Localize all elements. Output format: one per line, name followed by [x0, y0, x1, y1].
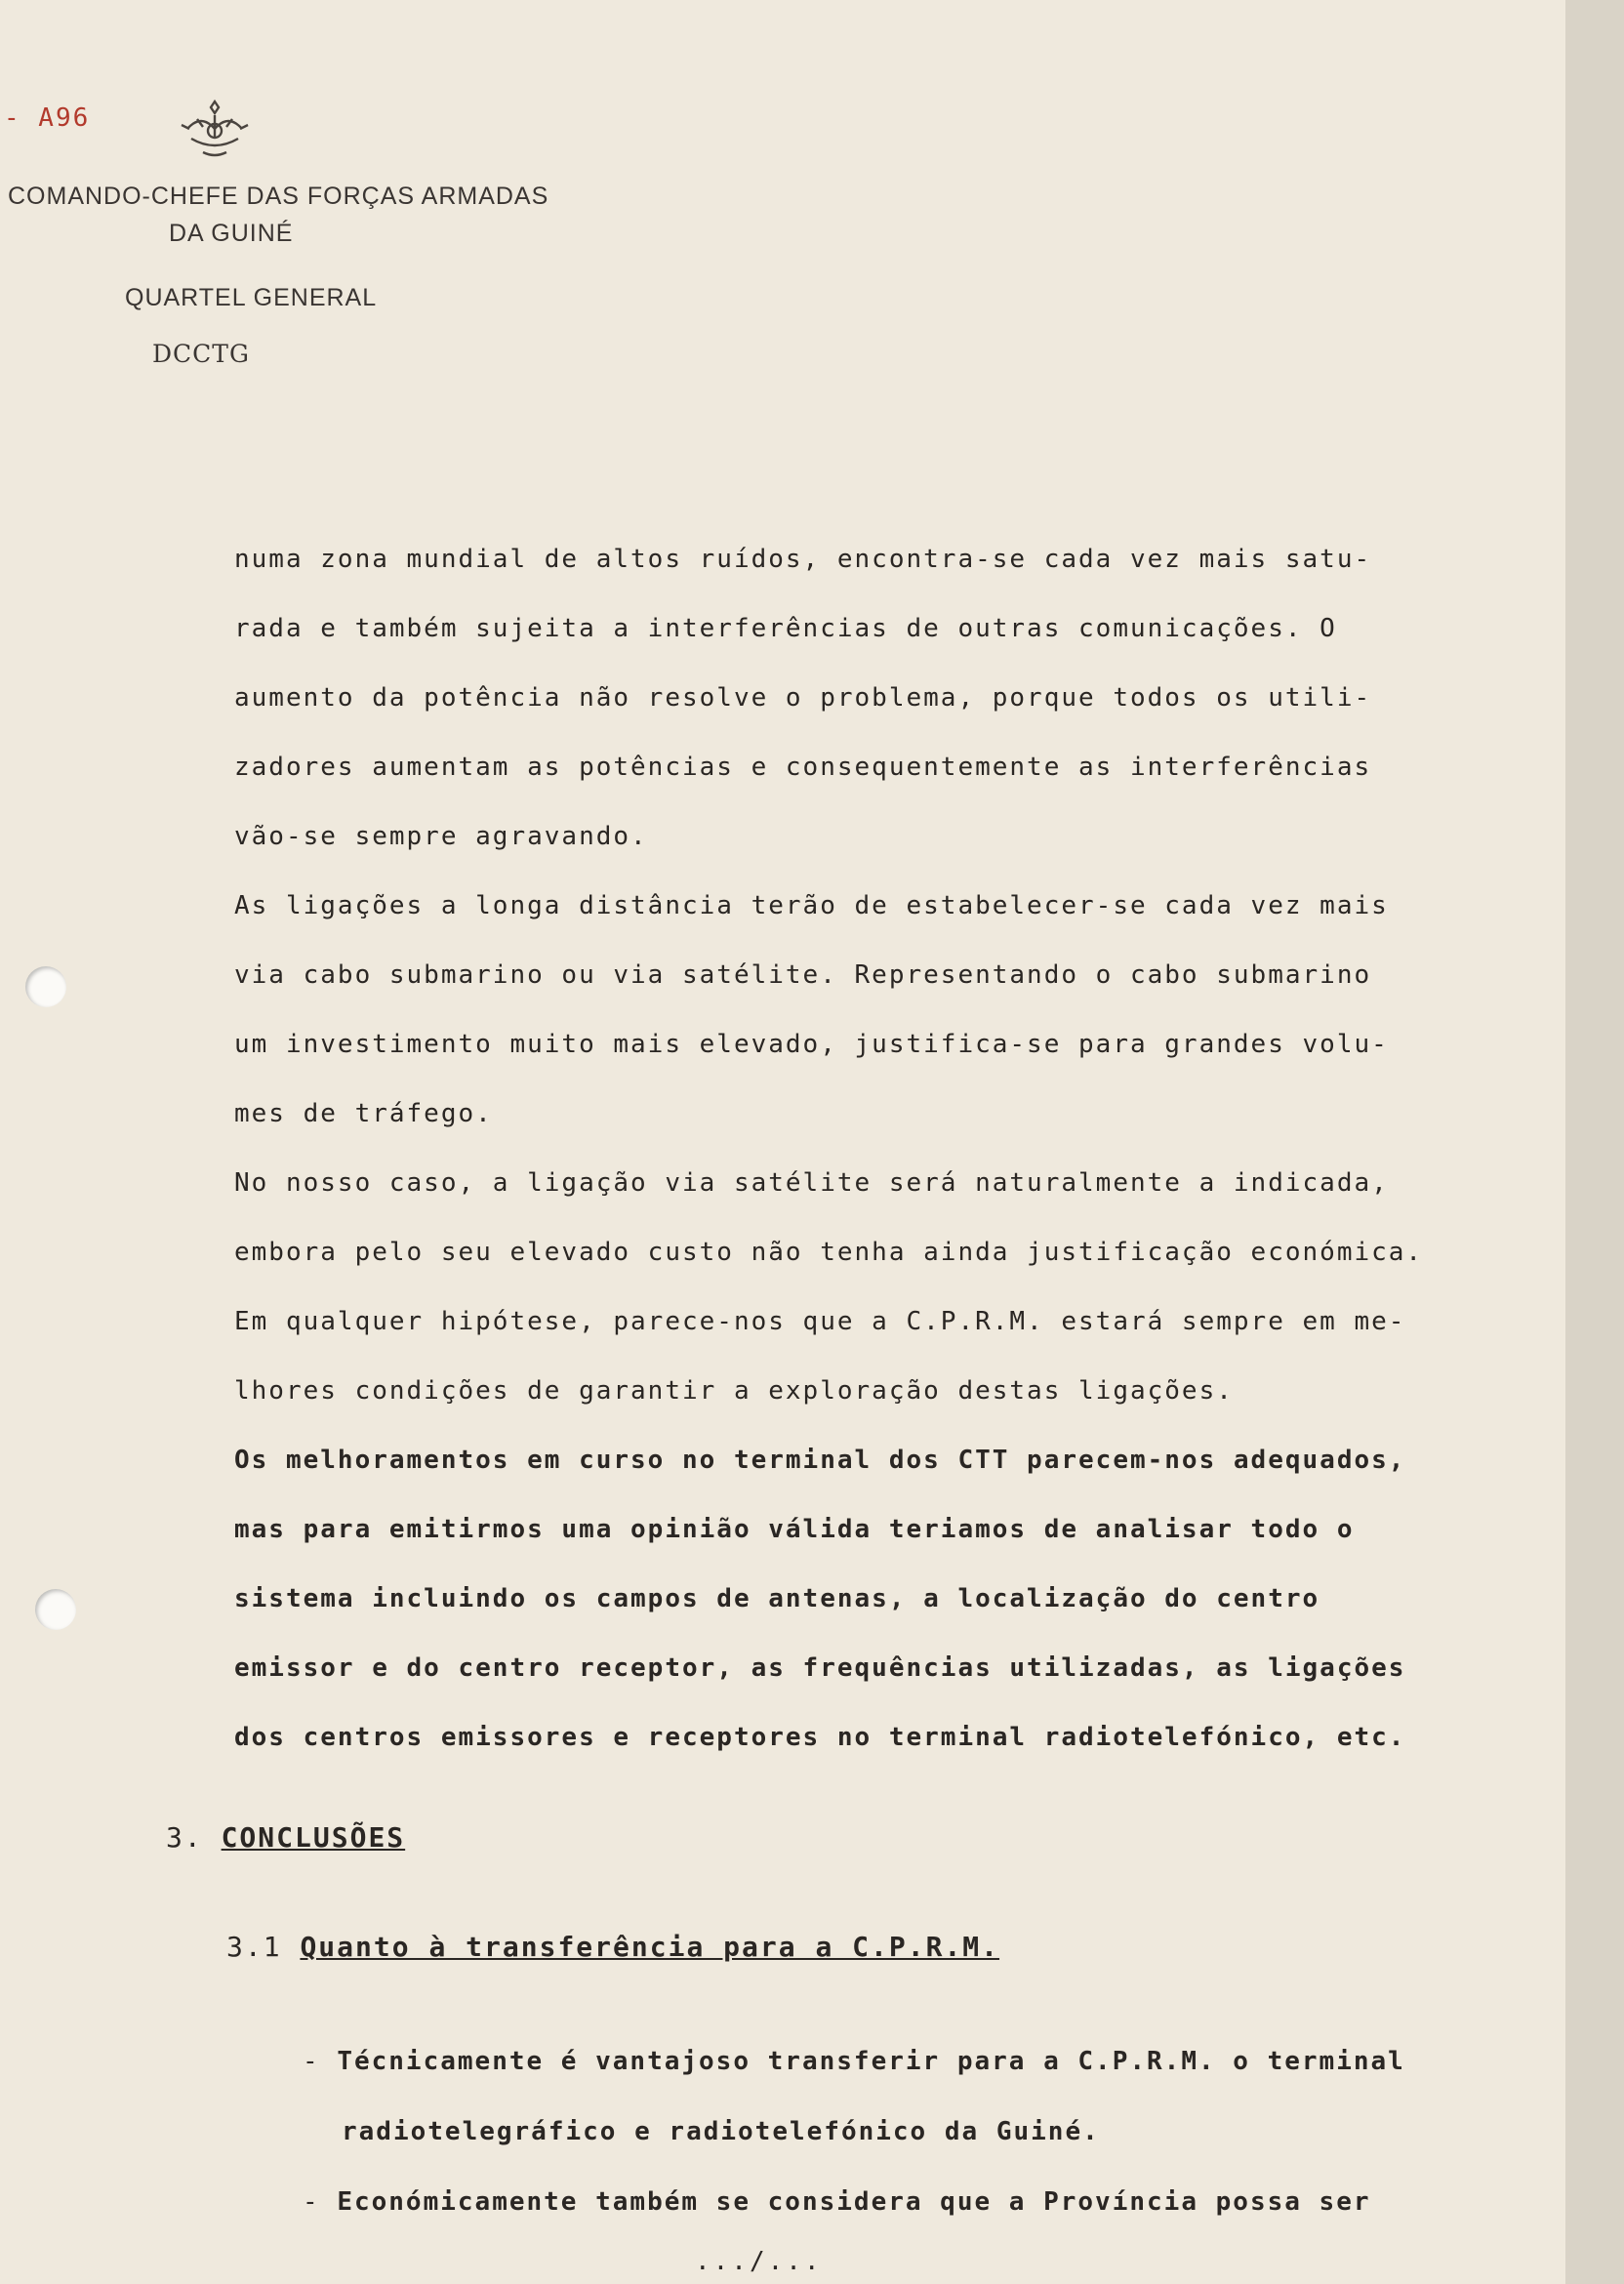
list-item-text: Económicamente também se considera que a Província possa ser [337, 2187, 1371, 2217]
letterhead-command: COMANDO-CHEFE DAS FORÇAS ARMADAS [8, 183, 549, 210]
body-line: mas para emitirmos uma opinião válida teriamos de analisar todo o [234, 1515, 1355, 1544]
page-number: - A96 [4, 103, 91, 133]
body-line: via cabo submarino ou via satélite. Representando o cabo submarino [234, 960, 1372, 990]
bullet-dash: - [303, 2187, 320, 2217]
body-line: As ligações a longa distância terão de estabelecer-se cada vez mais [234, 891, 1389, 920]
body-line: dos centros emissores e receptores no terminal radiotelefónico, etc. [234, 1723, 1406, 1752]
list-item [303, 2026, 1405, 2097]
page-continuation-mark: .../... [695, 2247, 823, 2276]
subsection-heading [226, 1931, 999, 1963]
list-item [303, 2167, 1405, 2237]
conclusion-list [303, 2026, 1405, 2237]
body-line: No nosso caso, a ligação via satélite será naturalmente a indicada, [234, 1168, 1389, 1198]
punch-hole-bottom [35, 1589, 76, 1630]
body-line: vão-se sempre agravando. [234, 822, 648, 851]
list-item-continuation: radiotelegráfico e radiotelefónico da Guiné. [342, 2117, 1100, 2146]
section-heading [166, 1821, 405, 1854]
body-line: rada e também sujeita a interferências de outras comunicações. O [234, 614, 1337, 643]
page-edge [1565, 0, 1624, 2284]
body-line: embora pelo seu elevado custo não tenha ainda justificação económica. [234, 1238, 1424, 1267]
subsection-title: Quanto à transferência para a C.P.R.M. [300, 1931, 1000, 1963]
body-line: zadores aumentam as potências e consequentemente as interferências [234, 753, 1372, 782]
body-line: numa zona mundial de altos ruídos, encontra-se cada vez mais satu- [234, 545, 1372, 574]
letterhead-headquarters: QUARTEL GENERAL [125, 284, 378, 311]
body-line: mes de tráfego. [234, 1099, 493, 1128]
body-line: lhores condições de garantir a exploração destas ligações. [234, 1376, 1234, 1406]
list-item-text: Técnicamente é vantajoso transferir para a C.P.R.M. o terminal [337, 2047, 1405, 2076]
body-line: emissor e do centro receptor, as frequências utilizadas, as ligações [234, 1653, 1406, 1683]
body-line: aumento da potência não resolve o problema, porque todos os utili- [234, 683, 1372, 713]
body-line: Os melhoramentos em curso no terminal dos CTT parecem-nos adequados, [234, 1446, 1406, 1475]
body-line: sistema incluindo os campos de antenas, a localização do centro [234, 1584, 1320, 1613]
document-body [234, 525, 1562, 1773]
letterhead-department: DCCTG [152, 340, 250, 368]
body-line: um investimento muito mais elevado, justifica-se para grandes volu- [234, 1030, 1389, 1059]
letterhead-region: DA GUINÉ [169, 220, 294, 247]
punch-hole-top [25, 966, 66, 1007]
section-title: CONCLUSÕES [221, 1821, 406, 1854]
letterhead [8, 178, 549, 373]
body-line: Em qualquer hipótese, parece-nos que a C.P.R.M. estará sempre em me- [234, 1307, 1406, 1336]
bullet-dash: - [303, 2047, 320, 2076]
subsection-number: 3.1 [226, 1931, 282, 1963]
section-number: 3. [166, 1821, 203, 1854]
coat-of-arms-emblem [168, 96, 262, 164]
